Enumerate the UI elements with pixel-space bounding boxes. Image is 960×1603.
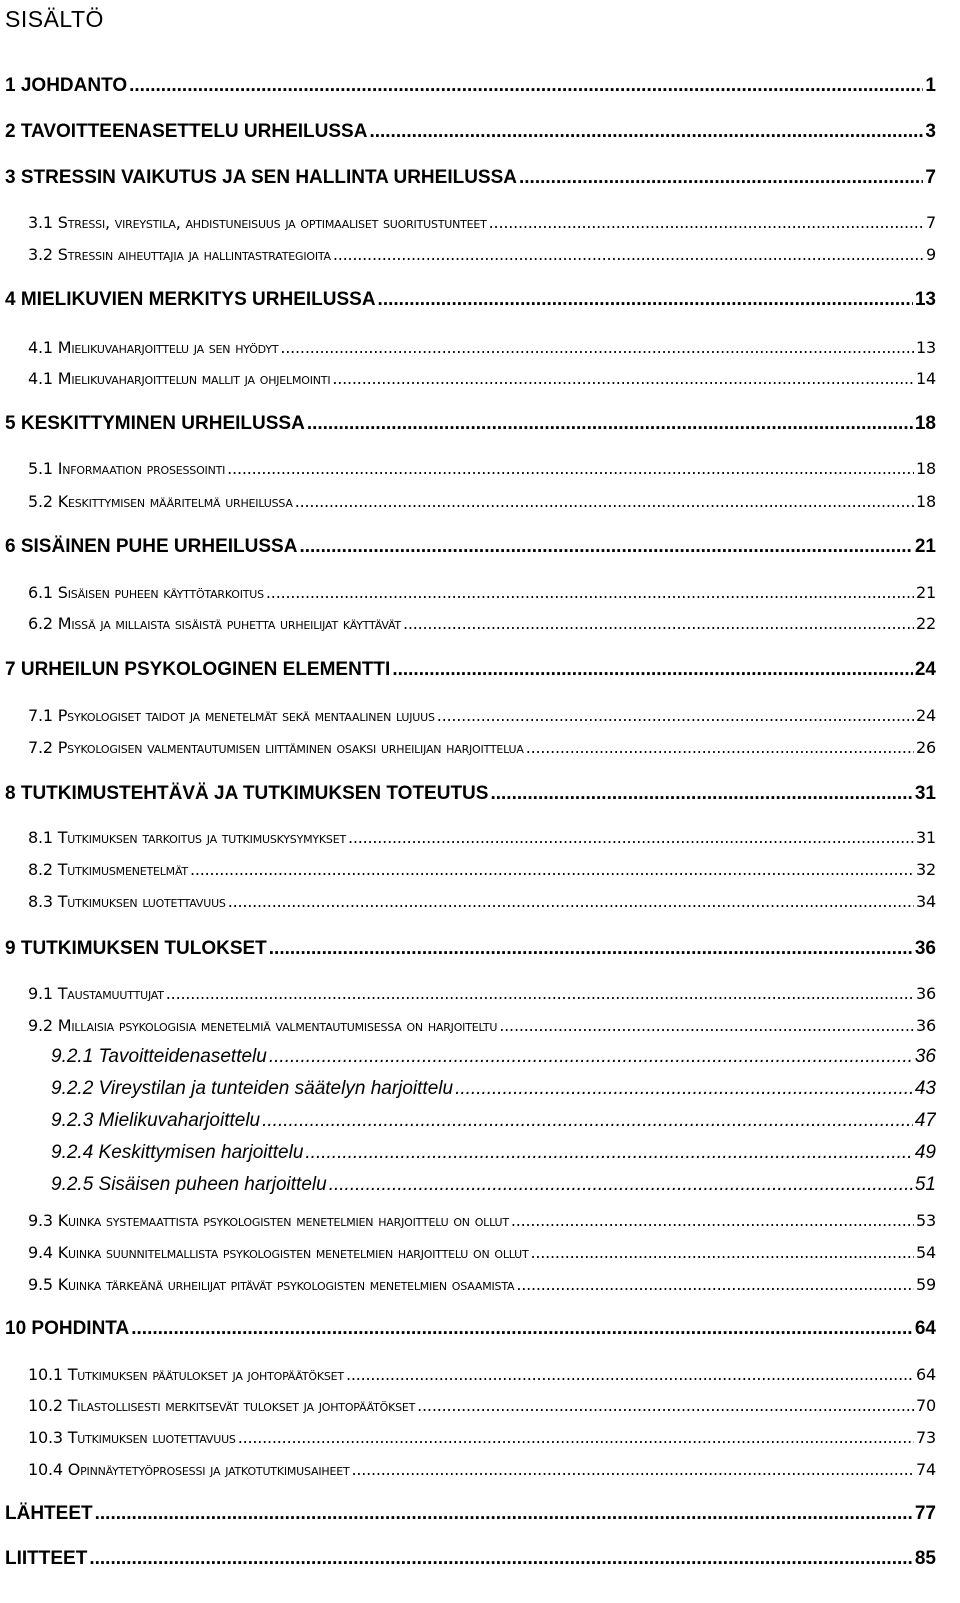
- toc-entry-9-2-3[interactable]: [51, 1109, 936, 1133]
- toc-entry-page: 26: [916, 738, 936, 757]
- toc-entry-6[interactable]: [5, 535, 936, 559]
- leader-dots: [89, 1547, 913, 1571]
- toc-entry-label: LIITTEET: [5, 1548, 88, 1569]
- toc-entry-9-2[interactable]: [28, 1016, 936, 1036]
- toc-entry-page: 13: [916, 338, 936, 357]
- toc-entry-7[interactable]: [5, 658, 936, 682]
- toc-entry-label: 3.1 Stressi, vireystila, ahdistuneisuus ja optimaaliset suoritustunteet: [28, 213, 487, 232]
- toc-entry-label: 9.4 Kuinka suunnitelmallista psykologisten menetelmien harjoittelu on ollut: [28, 1243, 529, 1262]
- leader-dots: [332, 369, 914, 389]
- leader-dots: [280, 338, 914, 358]
- toc-entry-7-2[interactable]: [28, 738, 936, 758]
- leader-dots: [95, 1502, 913, 1526]
- toc-entry-label: 8.2 Tutkimusmenetelmät: [28, 860, 188, 879]
- toc-entry-10[interactable]: [5, 1317, 936, 1341]
- toc-entry-label: 1 JOHDANTO: [5, 75, 128, 96]
- toc-entry-6-1[interactable]: [28, 583, 936, 603]
- leader-dots: [305, 1141, 912, 1165]
- leader-dots: [262, 1109, 913, 1133]
- leader-dots: [511, 1211, 914, 1231]
- toc-entry-label: 9.2.2 Vireystilan ja tunteiden säätelyn harjoittelu: [51, 1078, 454, 1099]
- toc-entry-10-3[interactable]: [28, 1428, 936, 1448]
- toc-entry-9[interactable]: [5, 937, 936, 961]
- toc-entry-5[interactable]: [5, 412, 936, 436]
- toc-entry-9-2-5[interactable]: [51, 1173, 936, 1197]
- toc-entry-10-1[interactable]: [28, 1365, 936, 1385]
- leader-dots: [516, 1275, 914, 1295]
- toc-entry-label: 9.3 Kuinka systemaattista psykologisten menetelmien harjoittelu on ollut: [28, 1211, 509, 1230]
- leader-dots: [489, 213, 924, 233]
- toc-entry-page: 21: [916, 583, 936, 602]
- toc-entry-9-2-1[interactable]: [51, 1045, 936, 1069]
- toc-entry-page: 24: [914, 659, 936, 680]
- toc-entry-label: 7.1 Psykologiset taidot ja menetelmät sekä mentaalinen lujuus: [28, 706, 435, 725]
- leader-dots: [129, 74, 923, 98]
- toc-entry-label: 6.1 Sisäisen puheen käyttötarkoitus: [28, 583, 264, 602]
- leader-dots: [166, 984, 914, 1004]
- toc-entry-label: 10.4 Opinnäytetyöprosessi ja jatkotutkimusaiheet: [28, 1460, 350, 1479]
- toc-entry-label: 4.1 Mielikuvaharjoittelun mallit ja ohjelmointi: [28, 369, 331, 388]
- toc-entry-page: 31: [916, 828, 936, 847]
- toc-entry-10-4[interactable]: [28, 1460, 936, 1480]
- toc-entry-page: 64: [914, 1318, 936, 1339]
- toc-entry-label: LÄHTEET: [5, 1503, 93, 1524]
- toc-entry-8[interactable]: [5, 782, 936, 806]
- toc-entry-page: 36: [916, 984, 936, 1003]
- toc-entry-label: 7 URHEILUN PSYKOLOGINEN ELEMENTTI: [5, 659, 391, 680]
- toc-entry-page: 43: [914, 1078, 936, 1099]
- toc-entry-page: 24: [916, 706, 936, 725]
- toc-entry-label: 7.2 Psykologisen valmentautumisen liittäminen osaksi urheilijan harjoittelua: [28, 738, 524, 757]
- toc-entry-label: 4.1 Mielikuvaharjoittelu ja sen hyödyt: [28, 338, 279, 357]
- toc-entry-label: 8.3 Tutkimuksen luotettavuus: [28, 892, 226, 911]
- toc-entry-page: 18: [916, 459, 936, 478]
- toc-entry-page: 34: [916, 892, 936, 911]
- toc-entry-5-1[interactable]: [28, 459, 936, 479]
- leader-dots: [295, 492, 914, 512]
- toc-entry-label: 10.1 Tutkimuksen päätulokset ja johtopäätökset: [28, 1365, 344, 1384]
- toc-entry-10-2[interactable]: [28, 1396, 936, 1416]
- toc-entry-label: 9.2.1 Tavoitteidenasettelu: [51, 1046, 267, 1067]
- toc-entry-page: 32: [916, 860, 936, 879]
- leader-dots: [417, 1396, 914, 1416]
- toc-entry-page: 7: [925, 167, 936, 188]
- toc-entry-page: 85: [914, 1548, 936, 1569]
- leader-dots: [392, 658, 913, 682]
- toc-entry-page: 36: [914, 938, 936, 959]
- toc-entry-page: 13: [914, 289, 936, 310]
- toc-entry-8-3[interactable]: [28, 892, 936, 912]
- leader-dots: [269, 1045, 913, 1069]
- toc-entry-label: 9 TUTKIMUKSEN TULOKSET: [5, 938, 267, 959]
- toc-entry-page: 18: [916, 492, 936, 511]
- leader-dots: [369, 120, 923, 144]
- toc-entry-label: 8 TUTKIMUSTEHTÄVÄ JA TUTKIMUKSEN TOTEUTUS: [5, 783, 489, 804]
- toc-entry-page: 74: [916, 1460, 936, 1479]
- toc-entry-6-2[interactable]: [28, 614, 936, 634]
- toc-entry-9-2-4[interactable]: [51, 1141, 936, 1165]
- toc-entry-label: 9.2 Millaisia psykologisia menetelmiä valmentautumisessa on harjoiteltu: [28, 1016, 498, 1035]
- toc-entry-label: 9.5 Kuinka tärkeänä urheilijat pitävät psykologisten menetelmien osaamista: [28, 1275, 515, 1294]
- toc-entry-page: 59: [916, 1275, 936, 1294]
- toc-entry-page: 36: [914, 1046, 936, 1067]
- toc-entry-page: 18: [914, 413, 936, 434]
- toc-entry-page: 31: [914, 783, 936, 804]
- toc-entry-8-1[interactable]: [28, 828, 936, 848]
- toc-entry-8-2[interactable]: [28, 860, 936, 880]
- toc-entry-page: 70: [916, 1396, 936, 1415]
- toc-entry-3[interactable]: [5, 166, 936, 190]
- toc-entry-label: 6.2 Missä ja millaista sisäistä puhetta urheilijat käyttävät: [28, 614, 401, 633]
- toc-entry-4-1b[interactable]: [28, 369, 936, 389]
- toc-entry-9-5[interactable]: [28, 1275, 936, 1295]
- leader-dots: [227, 459, 914, 479]
- toc-entry-page: 54: [916, 1243, 936, 1262]
- toc-entry-page: 14: [916, 369, 936, 388]
- toc-entry-page: 64: [916, 1365, 936, 1384]
- toc-entry-page: 9: [926, 245, 936, 264]
- toc-entry-lahteet[interactable]: [5, 1502, 936, 1526]
- leader-dots: [299, 535, 912, 559]
- leader-dots: [228, 892, 914, 912]
- toc-entry-page: 53: [916, 1211, 936, 1230]
- toc-entry-page: 49: [914, 1142, 936, 1163]
- toc-entry-label: 9.2.5 Sisäisen puheen harjoittelu: [51, 1174, 327, 1195]
- toc-entry-label: 5.2 Keskittymisen määritelmä urheilussa: [28, 492, 293, 511]
- leader-dots: [531, 1243, 915, 1263]
- toc-entry-5-2[interactable]: [28, 492, 936, 512]
- leader-dots: [333, 245, 924, 265]
- leader-dots: [131, 1317, 913, 1341]
- leader-dots: [351, 1460, 914, 1480]
- toc-entry-label: 10.2 Tilastollisesti merkitsevät tulokset ja johtopäätökset: [28, 1396, 416, 1415]
- toc-entry-9-2-2[interactable]: [51, 1077, 936, 1101]
- toc-entry-label: 6 SISÄINEN PUHE URHEILUSSA: [5, 536, 298, 557]
- leader-dots: [346, 1365, 914, 1385]
- toc-entry-page: 7: [926, 213, 936, 232]
- toc-entry-page: 3: [925, 121, 936, 142]
- toc-entry-page: 73: [916, 1428, 936, 1447]
- toc-entry-label: 10 POHDINTA: [5, 1318, 130, 1339]
- toc-entry-3-1[interactable]: [28, 213, 936, 233]
- leader-dots: [403, 614, 914, 634]
- toc-entry-2[interactable]: [5, 120, 936, 144]
- toc-entry-label: 5 KESKITTYMINEN URHEILUSSA: [5, 413, 305, 434]
- toc-entry-label: 3 STRESSIN VAIKUTUS JA SEN HALLINTA URHEILUSSA: [5, 167, 517, 188]
- leader-dots: [329, 1173, 913, 1197]
- leader-dots: [455, 1077, 913, 1101]
- toc-entry-3-2[interactable]: [28, 245, 936, 265]
- page-title: SISÄLTÖ: [5, 6, 104, 32]
- toc-entry-page: 22: [916, 614, 936, 633]
- toc-entry-page: 47: [914, 1110, 936, 1131]
- toc-entry-label: 3.2 Stressin aiheuttajia ja hallintastrategioita: [28, 245, 331, 264]
- toc-entry-label: 8.1 Tutkimuksen tarkoitus ja tutkimuskysymykset: [28, 828, 346, 847]
- toc-entry-9-4[interactable]: [28, 1243, 936, 1263]
- toc-entry-label: 5.1 Informaation prosessointi: [28, 459, 226, 478]
- leader-dots: [499, 1016, 914, 1036]
- leader-dots: [490, 782, 912, 806]
- toc-entry-page: 21: [914, 536, 936, 557]
- toc-entry-9-1[interactable]: [28, 984, 936, 1004]
- toc-entry-label: 10.3 Tutkimuksen luotettavuus: [28, 1428, 236, 1447]
- leader-dots: [269, 937, 913, 961]
- toc-entry-page: 1: [925, 75, 936, 96]
- leader-dots: [378, 288, 913, 312]
- toc-entry-label: 9.2.3 Mielikuvaharjoittelu: [51, 1110, 261, 1131]
- leader-dots: [437, 706, 914, 726]
- toc-entry-page: 51: [914, 1174, 936, 1195]
- toc-entry-4-1[interactable]: [28, 338, 936, 358]
- toc-entry-1[interactable]: [5, 74, 936, 98]
- toc-entry-label: 9.1 Taustamuuttujat: [28, 984, 164, 1003]
- leader-dots: [526, 738, 914, 758]
- leader-dots: [190, 860, 914, 880]
- toc-entry-liitteet[interactable]: [5, 1547, 936, 1571]
- toc-entry-9-3[interactable]: [28, 1211, 936, 1231]
- toc-entry-label: 9.2.4 Keskittymisen harjoittelu: [51, 1142, 304, 1163]
- toc-entry-page: 36: [916, 1016, 936, 1035]
- leader-dots: [307, 412, 913, 436]
- leader-dots: [238, 1428, 914, 1448]
- toc-entry-label: 4 MIELIKUVIEN MERKITYS URHEILUSSA: [5, 289, 376, 310]
- leader-dots: [519, 166, 923, 190]
- leader-dots: [348, 828, 914, 848]
- leader-dots: [266, 583, 914, 603]
- toc-entry-page: 77: [914, 1503, 936, 1524]
- toc-entry-7-1[interactable]: [28, 706, 936, 726]
- toc-entry-4[interactable]: [5, 288, 936, 312]
- toc-entry-label: 2 TAVOITTEENASETTELU URHEILUSSA: [5, 121, 368, 142]
